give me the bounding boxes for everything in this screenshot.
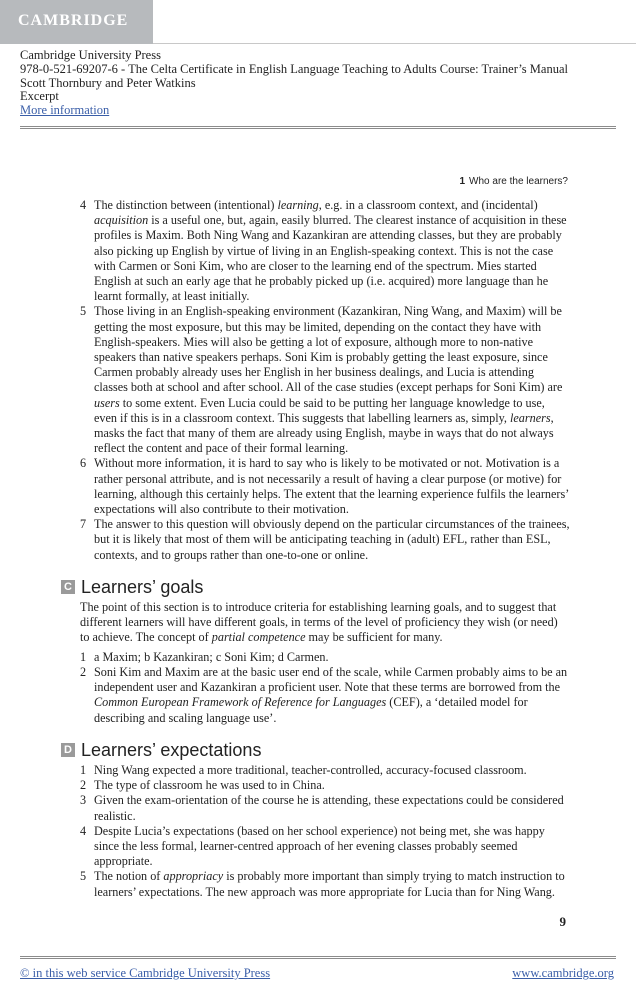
item-number: 4: [80, 198, 87, 212]
item-number: 5: [80, 304, 87, 319]
section-d-heading: [61, 739, 570, 760]
list-item: [80, 517, 570, 563]
header-divider: [20, 126, 616, 127]
header-divider-second: [20, 128, 616, 129]
chapter-number: 1: [459, 176, 466, 187]
item-number: 4: [80, 823, 87, 838]
more-information-link[interactable]: More information: [20, 103, 110, 118]
section-c-heading: [61, 576, 570, 597]
book-title: 978-0-521-69207-6 - The Celta Certificate in English Language Teaching to Adults Course: Trainer’s Manual: [20, 61, 568, 76]
page-number: 9: [559, 914, 566, 929]
chapter-title: Who are the learners?: [469, 176, 568, 187]
list-item: [80, 778, 570, 793]
answer-list-c: [80, 650, 570, 726]
section-c-intro: The point of this section is to introduce criteria for establishing learning goals, and to suggest that different learners will have different goals, in terms of the level of proficiency they wish (or need) to achieve. The concept of partial competence may be sufficient for many.: [80, 600, 558, 645]
item-text: The notion of appropriacy is probably more important than simply trying to match instruction to learners’ expectations. The new approach was more appropriate for Lucia than for Ning Wang.: [94, 869, 565, 899]
list-item: [80, 763, 570, 778]
item-number: 7: [80, 517, 87, 532]
item-number: 1: [80, 649, 87, 664]
list-item: [80, 824, 570, 870]
item-text: Without more information, it is hard to say who is likely to be motivated or not. Motivation is a rather personal attribute, and is not necessarily a result of having a clear purpose (or motive) for learning, although this certainly helps. The extent that the learning experience fulfils the learners’ expectations will also contribute to their motivation.: [94, 456, 569, 517]
item-number: 5: [80, 869, 87, 884]
page-content: [64, 198, 570, 900]
item-text: The type of classroom he was used to in China.: [94, 778, 325, 793]
header-rule: [153, 43, 636, 44]
list-item: [80, 665, 570, 726]
section-c-title: Learners’ goals: [81, 576, 204, 597]
item-text: a Maxim; b Kazankiran; c Soni Kim; d Carmen.: [94, 649, 329, 664]
item-number: 6: [80, 456, 87, 471]
book-info: [20, 49, 620, 118]
list-item: [80, 650, 570, 665]
item-text: Soni Kim and Maxim are at the basic user end of the scale, while Carmen probably aims to be an independent user and Kazankiran a proficient user. Note that these terms are borrowed from the Common European Framework of Reference for Languages (CEF), a ‘detailed model for describing and scaling language use’.: [94, 664, 568, 725]
excerpt-label: Excerpt: [20, 89, 59, 104]
publisher-logo: [0, 0, 153, 44]
footer-divider: [20, 956, 616, 957]
logo-text: CAMBRIDGE: [18, 12, 129, 29]
website-link[interactable]: www.cambridge.org: [512, 966, 614, 980]
answer-list-d: [80, 763, 570, 900]
item-number: 3: [80, 793, 87, 808]
item-text: The answer to this question will obviously depend on the particular circumstances of the trainees, but it is likely that most of them will be anticipating teaching in (adult) EFL, rather than ESL, contexts, and to groups rather than one-to-one or online.: [94, 517, 570, 562]
running-head: [459, 176, 568, 187]
item-number: 2: [80, 778, 87, 793]
list-item: [80, 456, 570, 517]
item-text: Given the exam-orientation of the course he is attending, these expectations could be considered realistic.: [94, 793, 564, 823]
list-item: [80, 304, 570, 456]
section-c-badge: C: [61, 580, 75, 594]
list-item: [80, 198, 570, 304]
item-text: The distinction between (intentional) learning, e.g. in a classroom context, and (incidental) acquisition is a useful one, but, again, easily blurred. The clearest instance of acquisition in these profiles is Maxim. Both Ning Wang and Kazankiran are attending classes, but they are probably also picking up English by virtue of living in an English-speaking context. This is not the case with Carmen or Soni Kim, who are closer to the learning end of the spectrum. Mies started English at such an early age that he probably picked up (i.e. acquired) more language than he learnt formally, at least initially.: [94, 198, 567, 304]
list-item: [80, 869, 570, 899]
copyright-link[interactable]: © in this web service Cambridge University Press: [20, 966, 271, 980]
book-authors: Scott Thornbury and Peter Watkins: [20, 75, 196, 90]
publisher-name: Cambridge University Press: [20, 48, 161, 62]
item-number: 1: [80, 762, 87, 777]
section-d-badge: D: [61, 743, 75, 757]
answer-list-b: [80, 198, 570, 563]
footer-divider-second: [20, 958, 616, 959]
list-item: [80, 793, 570, 823]
item-number: 2: [80, 664, 87, 679]
item-text: Despite Lucia’s expectations (based on her school experience) not being met, she was happy since the less formal, learner-centred approach of her evening classes probably seemed appropriate.: [94, 823, 545, 869]
item-text: Those living in an English-speaking environment (Kazankiran, Ning Wang, and Maxim) will be getting the most exposure, but this may be limited, depending on the contact they have with English-speakers. Mies will also be getting a lot of exposure, although more to non-native speakers than native speakers perhaps. Soni Kim is probably getting the least exposure, since Carmen probably already uses her English in her business dealings, and Lucia is attending classes both at school and after school. All of the case studies (except perhaps for Soni Kim) are users to some extent. Even Lucia could be said to be putting her language knowledge to use, even if this is in a classroom context. This suggests that labelling learners as, simply, learners, masks the fact that many of them are already using English, maybe in ways that do not always reflect the content and pace of their formal learning.: [94, 304, 563, 456]
section-d-title: Learners’ expectations: [81, 739, 262, 760]
item-text: Ning Wang expected a more traditional, teacher-controlled, accuracy-focused classroom.: [94, 762, 527, 777]
